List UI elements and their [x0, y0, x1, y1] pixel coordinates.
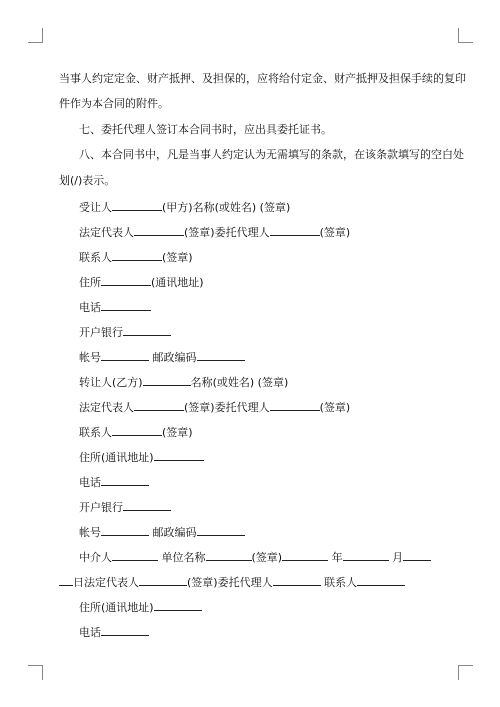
assignee-legal-rep-line: [0, 224, 500, 240]
label: 转让人(乙方): [79, 376, 143, 389]
text: 当事人约定定金、财产抵押、及担保的，应将给付定金、财产抵押及担保手续的复印: [59, 72, 466, 85]
label: (签章): [251, 551, 283, 564]
assignor-contact-line: [0, 424, 500, 440]
label: 开户银行: [79, 326, 123, 339]
blank-field[interactable]: [101, 349, 149, 361]
assignor-account-line: [0, 524, 500, 540]
label: 邮政编码: [152, 351, 197, 364]
label: (签章): [162, 426, 193, 439]
label: 电话: [79, 476, 101, 489]
blank-field[interactable]: [403, 549, 431, 561]
blank-field[interactable]: [270, 224, 320, 236]
blank-field[interactable]: [112, 249, 162, 261]
label: (通讯地址): [151, 276, 204, 289]
intermediary-line1: [0, 549, 500, 565]
blank-field[interactable]: [101, 274, 151, 286]
text: 件作为本合同的附件。: [59, 97, 169, 110]
assignor-phone-line: [0, 474, 500, 490]
intermediary-line2: [0, 574, 500, 590]
label: 帐号: [79, 351, 101, 364]
assignee-phone-line: [0, 299, 500, 315]
blank-field[interactable]: [154, 599, 202, 611]
blank-field[interactable]: [197, 524, 245, 536]
label: 帐号: [79, 526, 101, 539]
blank-field[interactable]: [197, 349, 245, 361]
label: 名称(或姓名) (签章): [190, 376, 289, 389]
assignee-bank-line: [0, 324, 500, 340]
blank-field[interactable]: [134, 399, 184, 411]
blank-field[interactable]: [123, 324, 171, 336]
paragraph-clause-seven: [0, 123, 500, 137]
paragraph-clause-eight-line1: [0, 148, 500, 162]
blank-field[interactable]: [112, 424, 162, 436]
blank-field[interactable]: [101, 624, 149, 636]
text: 八、本合同书中，凡是当事人约定认为无需填写的条款，在该条款填写的空白处: [79, 148, 464, 161]
assignor-legal-rep-line: [0, 399, 500, 415]
paragraph-clause-eight-line2: [0, 174, 500, 188]
label: 联系人: [79, 426, 112, 439]
blank-field[interactable]: [343, 549, 389, 561]
label: 年: [331, 551, 343, 564]
label: 邮政编码: [152, 526, 197, 539]
blank-field[interactable]: [112, 549, 158, 561]
label: 开户银行: [79, 501, 123, 514]
label: 单位名称: [161, 551, 206, 564]
blank-field[interactable]: [59, 574, 73, 586]
label: 法定代表人: [79, 226, 134, 239]
text: 划(/)表示。: [59, 174, 116, 187]
paragraph-deposit-line1: [0, 72, 500, 86]
blank-field[interactable]: [143, 374, 191, 386]
crop-mark-bottom-left: [28, 665, 43, 680]
label: 中介人: [79, 551, 112, 564]
label: 电话: [79, 301, 101, 314]
label: (签章): [162, 251, 193, 264]
blank-field[interactable]: [134, 224, 184, 236]
paragraph-deposit-line2: [0, 97, 500, 111]
blank-field[interactable]: [154, 449, 204, 461]
label: 月: [392, 551, 404, 564]
blank-field[interactable]: [123, 499, 171, 511]
label: 联系人: [79, 251, 112, 264]
label: (签章)委托代理人: [187, 576, 273, 589]
assignee-account-line: [0, 349, 500, 365]
blank-field[interactable]: [139, 574, 187, 586]
assignee-address-line: [0, 274, 500, 290]
blank-field[interactable]: [282, 549, 328, 561]
label: (甲方)名称(或姓名) (签章): [162, 201, 291, 214]
crop-mark-top-left: [28, 28, 43, 43]
blank-field[interactable]: [112, 199, 162, 211]
assignee-name-line: [0, 199, 500, 215]
label: (签章): [319, 226, 351, 239]
label: 住所(通讯地址): [79, 451, 154, 464]
label: 法定代表人: [79, 401, 134, 414]
intermediary-address-line: [0, 599, 500, 615]
label: (签章): [319, 401, 351, 414]
label: 住所(通讯地址): [79, 601, 154, 614]
label: 住所: [79, 276, 101, 289]
blank-field[interactable]: [273, 574, 321, 586]
blank-field[interactable]: [101, 524, 149, 536]
assignor-name-line: [0, 374, 500, 390]
intermediary-phone-line: [0, 624, 500, 640]
blank-field[interactable]: [206, 549, 252, 561]
label: 日法定代表人: [73, 576, 139, 589]
blank-field[interactable]: [357, 574, 405, 586]
text: 七、委托代理人签订本合同书时，应出具委托证书。: [79, 123, 332, 136]
label: (签章)委托代理人: [184, 226, 270, 239]
assignor-address-line: [0, 449, 500, 465]
label: 电话: [79, 626, 101, 639]
blank-field[interactable]: [101, 299, 151, 311]
label: (签章)委托代理人: [184, 401, 270, 414]
label: 联系人: [324, 576, 358, 589]
blank-field[interactable]: [101, 474, 149, 486]
crop-mark-top-right: [458, 28, 473, 43]
label: 受让人: [79, 201, 112, 214]
assignee-contact-line: [0, 249, 500, 265]
blank-field[interactable]: [270, 399, 320, 411]
crop-mark-bottom-right: [458, 665, 473, 680]
assignor-bank-line: [0, 499, 500, 515]
